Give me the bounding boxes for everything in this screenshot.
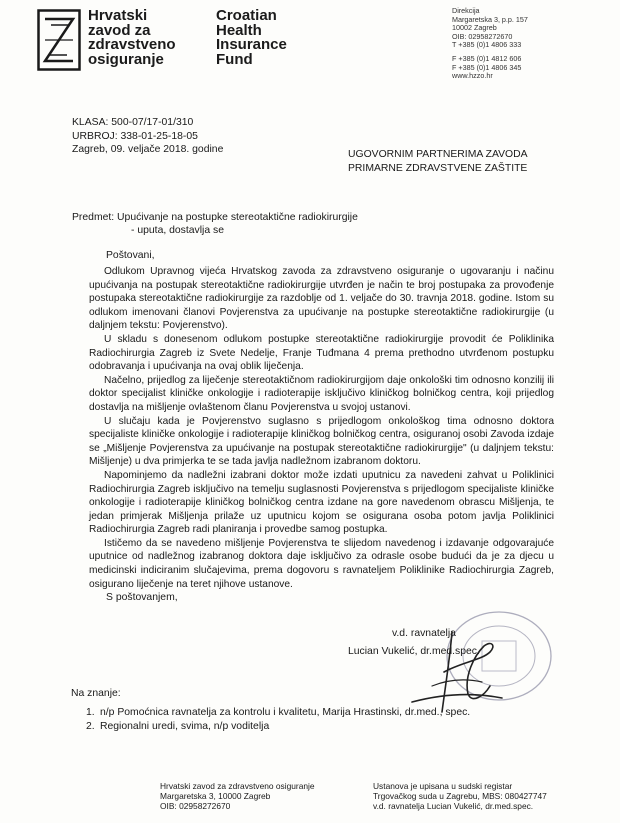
paragraph: U skladu s donesenom odlukom postupke stereotaktične radiokirurgije provodit će Poliklinika Radiochirurgia Zagreb iz Svete Nedelje, Franje Tuđmana 4 prema prethodno utvrđenom postupku odobravanja i upućivanja na ovaj oblik liječenja. xyxy=(89,333,554,373)
contact-web[interactable]: www.hzzo.hr xyxy=(452,71,493,81)
list-item: 1. n/p Pomoćnica ravnatelja za kontrolu i kvalitetu, Marija Hrastinski, dr.med., spec. xyxy=(86,707,471,718)
contact-fax-2: F +385 (0)1 4806 345 xyxy=(452,62,522,72)
hzzo-logo xyxy=(37,9,81,71)
reference-block xyxy=(72,116,223,157)
list-item: 2. Regionalni uredi, svima, n/p voditelja xyxy=(86,720,270,732)
contact-address-1: Margaretska 3, p.p. 157 xyxy=(452,14,528,24)
contact-fax-1: F +385 (0)1 4812 606 xyxy=(452,53,522,63)
recipient-block: UGOVORNIM PARTNERIMA ZAVODA PRIMARNE ZDRAVSTVENE ZAŠTITE xyxy=(348,149,528,174)
subject-subline: - uputa, dostavlja se xyxy=(131,225,224,236)
contact-block xyxy=(452,7,528,81)
cc-list xyxy=(86,706,470,733)
subject-line: Predmet: Upućivanje na postupke stereotaktične radiokirurgije xyxy=(72,212,358,223)
signer-name: Lucian Vukelić, dr.med.spec. xyxy=(348,646,480,657)
contact-address-2: 10002 Zagreb xyxy=(452,23,497,33)
klasa: KLASA: 500-07/17-01/310 xyxy=(72,117,194,128)
paragraph: Napominjemo da nadležni izabrani doktor može izdati uputnicu za navedeni zahvat u Poliklinici Radiochirurgia Zagreb isključivo na temelju suglasnosti Povjerenstva s prijedlogom specijaliste kliničke onkologije i radioterapije kliničkog bolničkog centra izdane na gore navedenom obrascu Mišljenja, te jedan primjerak Mišljenja prilaže uz uputnicu kojom se osigurana osoba potom javlja Poliklinici Radiochirurgia Zagreb radi planiranja i provedbe samog postupka. xyxy=(89,469,554,536)
footer-left: Hrvatski zavod za zdravstveno osiguranje Margaretska 3, 10000 Zagreb OIB: 02958272670 xyxy=(160,781,315,811)
paragraph: U slučaju kada je Povjerenstvo suglasno s prijedlogom onkološkog tima odnosno doktora specijaliste kliničke onkologije i radioterapije kliničkog bolničkog centra, osiguranoj osobi Zavoda izdaje se „Mišljenje Povjerenstva za upućivanje na postupak stereotaktične radiokirurgije" (u daljnjem tekstu: Mišljenje) u dva primjerka te se tada javlja nadležnom izabranom doktoru. xyxy=(89,415,554,468)
salutation: Poštovani, xyxy=(106,250,155,261)
contact-dept: Direkcija xyxy=(452,6,480,15)
letter-date: Zagreb, 09. veljače 2018. godine xyxy=(72,144,224,155)
closing: S poštovanjem, xyxy=(106,592,178,603)
signer-title: v.d. ravnatelja xyxy=(392,628,456,639)
paragraph: Odlukom Upravnog vijeća Hrvatskog zavoda za zdravstveno osiguranje o ugovaranju i načinu upućivanja na postupak stereotaktične radiokirurgije utvrđen je način te broj postupaka za provođenje postupaka stereotaktične radiokirurgije za razdoblje od 1. veljače do 30. travnja 2018. godine. Istom su odlukom imenovani članovi Povjerenstva za upućivanje na postupke stereotaktične radiokirurgije (u daljnjem tekstu: Povjerenstvo). xyxy=(89,266,554,332)
letter-body xyxy=(89,265,554,591)
paragraph: Ističemo da se navedeno mišljenje Povjerenstva te slijedom navedenog i izdavanje odgovarajuće uputnice od nadležnog izabranog doktora daje isključivo za odrasle osobe budući da je za djecu u medicinski indiciranim slučajevima, prema dogovoru s ravnateljem Poliklinike Radiochirurgia Zagreb, osigurano liječenje na teret njihove ustanove. xyxy=(89,537,554,590)
org-name-english: Croatian Health Insurance Fund xyxy=(216,7,287,68)
org-name-croatian: Hrvatski zavod za zdravstveno osiguranje xyxy=(88,7,176,68)
contact-tel: T +385 (0)1 4806 333 xyxy=(452,40,522,50)
paragraph: Načelno, prijedlog za liječenje stereotaktičnom radiokirurgijom daje onkološki tim odnosno konzilij ili doktor specijalist kliničke onkologije i radioterapije isključivo kliničkog bolničkog centra, koji prijedlog dostavlja na mišljenje ovlaštenom članu Povjerenstva u svojoj ustanovi. xyxy=(89,374,554,413)
cc-label: Na znanje: xyxy=(71,688,121,699)
contact-oib: OIB: 02958272670 xyxy=(452,31,513,41)
footer-right: Ustanova je upisana u sudski registar Trgovačkog suda u Zagrebu, MBS: 080427747 v.d. ravnatelja Lucian Vukelić, dr.med.spec. xyxy=(373,781,547,811)
urbroj: URBROJ: 338-01-25-18-05 xyxy=(72,130,198,142)
